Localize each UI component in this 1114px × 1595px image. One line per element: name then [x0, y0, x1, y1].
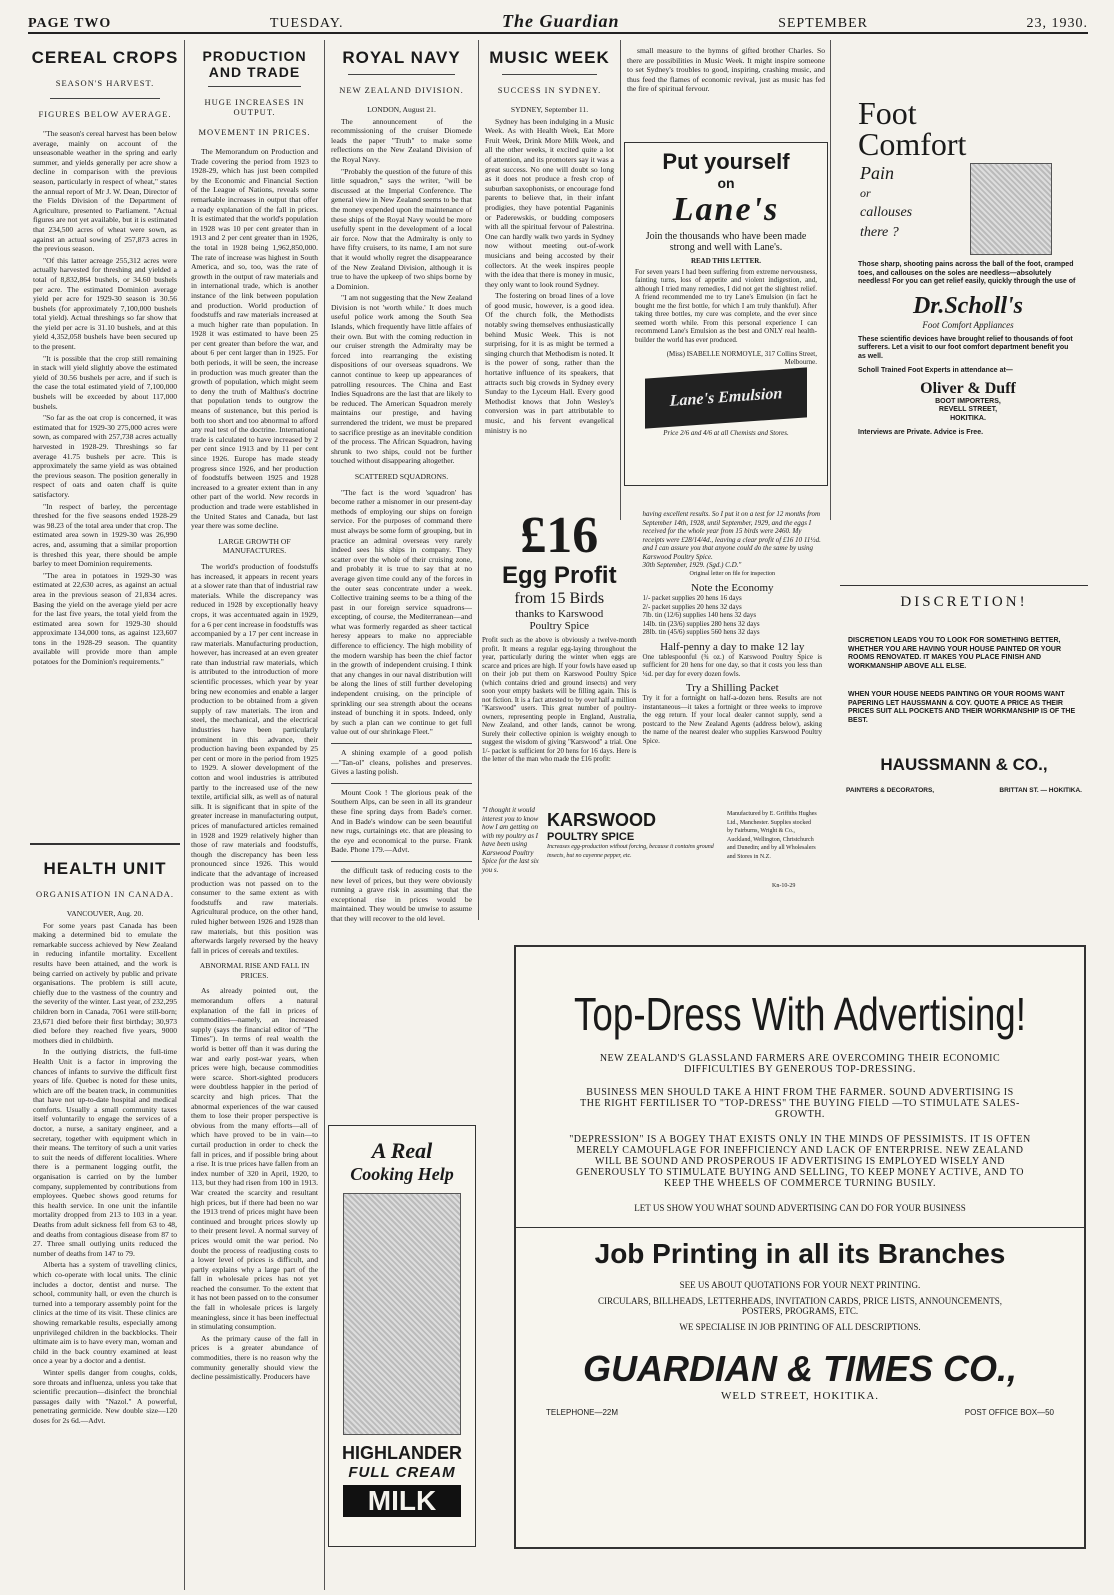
- kitchen-illustration: [343, 1193, 461, 1435]
- header-month: SEPTEMBER: [778, 16, 868, 31]
- lanes-headline: Put yourself: [662, 149, 790, 174]
- article-navy: LONDON, August 21. The announcement of the recommissioning of the cruiser Diomede leads the paper "Truth" to make some reflections on the New Zealand Division of the Royal Navy. "Probably the question of the future of this little squadron," says the writer, "will be discussed at the Imperial Conference. The general view in New Zealand seems to be that the money expended upon the maintenance of these ships of the Royal Navy would be more usefully spent in the development of a local air force. Now that the Admiralty is only to have fifty cruisers, to its name, I am not sure that it would wholly regret the disappearance of the New Zealand Division, although it is true to have the upkeep of two ships borne by a Dominion. "I am not suggesting that the New Zealand Division is not 'worth while.' It does much useful police work among the South Sea Islands, which frequently have little affairs of their own. But with the coming reduction in our cruiser strength the Admiralty may be forced into rearranging the existing dispositions of our overseas squadrons. We cannot continue to keep up appearances of patrolling resources. The China and East Indies Squadrons are the last that are likely to be reduced. The American Squadron merely maintains our prestige, and having surrendered the trident, we must be prepared to sacrifice prestige as an inevitable condition of the process. The African Squadron, having shrunk to two ships, could not be further touched without disappearing altogether. SCATTERED SQUADRONS. "The fact is the word 'squadron' has become rather a misnomer in our present-day methods of employing our ships on foreign service. For the purposes of command there must always be some form of grouping, but in practice an admiral overseas very rarely indeed sees his ships in company. They scatter over the whole of their cruising zone, and probably it is true to say that at no average given time could any of the forces in the outer seas concentrate under a week. Collective training seems to be a thing of the past in our foreign service squadrons—excepting, of course, the Mediterranean—and what was formerly regarded as sheer tactical heresy appears to make no appreciable difference to efficiency. The high mobility of the modern warship has been the chief factor in the growth of independent cruising. I think that any changes in our naval distribution will be along the lines of still further developing independent cruising, on the principle of sprinkling our sea strength about the oceans instead of bunching it in spots. Indeed, only by such a plan can we continue to get full value out of our shrinkage Fleet." A shining example of a good polish—"Tan-ol" cleans, polishes and preserves. Gives a lasting polish. Mount Cook ! The glorious peak of the Southern Alps, can be seen in all its grandeur these fine spring days from Bade's corner. And in Bade's window can be seen beautiful new rugs, curtainings etc. that are pleasing to the eye and economical to the purse. Frank Bade. Phone 179.—Advt. the difficult task of reducing costs to the new level of prices, but they were obviously running a grave risk in assuming that the exceptional rise in prices would be maintained. They would be unwise to assume that they will recover to the old level.: [331, 105, 472, 923]
- column-production: [188, 40, 321, 1590]
- foot-illustration: [970, 163, 1052, 255]
- subhead-music: SUCCESS IN SYDNEY.: [497, 85, 602, 95]
- header-date: 23, 1930.: [1026, 16, 1088, 31]
- lanes-brand: Lane's: [672, 191, 780, 228]
- headline-music: MUSIC WEEK: [489, 48, 610, 67]
- subhead-navy: NEW ZEALAND DIVISION.: [339, 85, 464, 95]
- headline-health: HEALTH UNIT: [43, 859, 167, 878]
- column-navy: [328, 40, 475, 923]
- column-music: [482, 40, 617, 510]
- subhead-cereal-2: FIGURES BELOW AVERAGE.: [38, 109, 172, 119]
- karswood-logo: KARSWOOD: [547, 810, 656, 830]
- header-day: TUESDAY.: [269, 16, 344, 31]
- subhead-production-2: MOVEMENT IN PRICES.: [198, 127, 311, 137]
- column-music-cont: small measure to the hymns of gifted brother Charles. So there are possibilities in Music Week. It might inspire someone to set Sydney's troubles to good, inspiring, crashing music, and thus feed the flames of economic revival, just as music has fed the fire of spiritual fervour.: [627, 46, 825, 94]
- ad-haussmann: DISCRETION! DISCRETION LEADS YOU TO LOOK FOR SOMETHING BETTER, WHETHER YOU ARE HAVING YOUR HOUSE PAINTED OR YOUR ROOMS RENOVATED. IT MAKES YOU PLACE FINISH AND WORKMANSHIP ABOVE ALL ELSE. WHEN YOUR HOUSE NEEDS PAINTING OR YOUR ROOMS WANT PAPERING LET HAUSSMANN & COY. QUOTE A PRICE AS THEIR PRICES SUIT ALL POCKETS AND THEIR WORKMANSHIP IS OF THE BEST. HAUSSMANN & CO., PAINTERS & DECORATORS, BRITTAN ST. — HOKITIKA.: [840, 585, 1088, 886]
- article-music: SYDNEY, September 11. Sydney has been indulging in a Music Week. As with Health Week, Eat More Fruit Week, Drink More Milk Week, and all the other weeks, it excited quite a lot of attention, and its promoters say it was a great success. No one will doubt so long as it does not produce a fresh crop of suburban saxophonists, or encourage fond parents to believe that, in their infant prodigies, they have potential Paganinis or Paderewskis, or budding composers with all the spiritual fervour of Palestrina. One can hardly walk two yards in Sydney now without meeting out-of-work musicians and being accosted by their collectors. At the week inspires people with the idea that there is money in music, they only want to look round Sydney. The fostering on broad lines of a love of good music, however, is a good idea. Of the church folk, the Methodists notably swing themselves enthusiastically behind Music Week. This is not surprising, for it is as might be termed a singing church that Methodism is noted. It is the power of song, rather than the hortative influence of its speakers, that attracts such big crowds in Sydney every Sunday to the Lyceum Hall. Every good Methodist knows that John Wesley's conversion was in part attributable to music, and his fervent evangelical ministry is no: [485, 105, 614, 435]
- page-header: [28, 10, 1088, 34]
- guardian-times-logo: GUARDIAN & TIMES CO.,: [582, 1348, 1017, 1389]
- article-production: The Memorandum on Production and Trade covering the period from 1923 to 1928-29, which has just been compiled by the Economic and Financial Section of the League of Nations, reveals some remarkable increases in output that offer a ready explanation of the fall in prices. It is estimated that the world's population in 1928 was 10 per cent greater than in 1913 and 2 per cent greater than in 1926, the total in 1928 being 1,962,850,000. The rate of increase was highest in South America, and so, too, was the rate of growth in the output of raw materials and in international trade, which is another instance of the link between population and production. World production of foodstuffs and raw materials increased at a much higher rate than population. In 1928 it was estimated to have been 25 per cent greater than before the war, and about 6 per cent larger than in 1925. For both periods, it will be seen, the increase in production was much greater than the growth of population, which might seem to deny the truth of Malthus's doctrine that population tends to outgrow the means of sustenance, but this period is both too short and too abnormal to afford any real test of the doctrine. International trade is calculated to have increased by 2 per cent since 1913 and by 11 per cent since 1926. Europe has made steady progress since 1926, and her production of foodstuffs between 1925 and 1928 increased to a greater extent than in any other part of the world. New records in production and trade were established in the United States and Canada, but last year there was some decline. LARGE GROWTH OF MANUFACTURES. The world's production of foodstuffs has increased, it appears in recent years at a slower rate than that of industrial raw materials. While the discrepancy was reduced in 1928 by exceptionally heavy crops, it was accentuated again in 1929, for a 6 per cent increase in foodstuffs was accompanied by a 17 per cent increase in raw materials. Manufacturing production, however, has increased at an even greater rate than industrial raw materials, which is attributed to the introduction of more scientific processes, which year by year bring new economies and enable a larger production to be obtained from a given supply of raw materials. The iron and steel, the mechanical, and the electrical industries have been particularly prominent in this advance, their production having been expanded by 25 per cent or more in the period from 1925 to 1929. A slower development of the cotton and wool industries is attributed partly to the increased use of the new textile, artificial silk, as well as of natural silk. It is significant that in spite of the greater increase in manufacturing output, prices of manufactured articles remained in 1928 and 1929 relatively higher than those of raw materials and foodstuffs, though the discrepancy has been less pronounced since 1926. This would indicate that the advantage of increased production was not passed on to the consumer to the same extent as with foodstuffs and raw materials. Agricultural produce, on the other hand, ruled higher between 1926 and 1928 than raw materials, but this position was afterwards largely reversed by the heavy fall in prices of cereals and textiles. ABNORMAL RISE AND FALL IN PRICES. As already pointed out, the memorandum offers a natural explanation of the fall in prices of commodities—namely, an increased supply (says the financial editor of "The Times"). In terms of real wealth the world is better off than it was during the war and early post-war years, when prices were high, because commodities were scarce. Short-sighted producers were doubtless happier in the period of scarcity and high prices. That the abnormal experiences of the war caused them to lose their proper perspective is obvious from the many efforts—all of which have proved to be in vain—to curtail production in order to check the fall in prices, and if possible bring about a rise. It is true prices have fallen from an index number of 320 in April, 1920, to 113, but they had risen from 100 in 1913. War created the scarcity and resultant high prices, but if there had been no war the 1913 trend of prices might have been continued and brought prices slowly up to their present level. A normal survey of prices would omit the war period. No doubt the process of readjusting costs to a lower level of prices is difficult, and partly explains why a large part of the fall in wholesale prices has not yet reached the consumer. To the extent that it has not been passed on to the consumer the fall in wholesale prices is largely meaningless, since it has been ineffectual in stimulating consumption. As the primary cause of the fall in prices is a greater abundance of commodities, there is no reason why the community generally should view the decline pessimistically. Producers have: [191, 147, 318, 1382]
- ad-lanes: Put yourself on Lane's Join the thousands who have been made strong and well with Lane's. READ THIS LETTER. For seven years I had been suffering from extreme nervousness, fainting turns, loss of appetite and violent indigestion, and, although I tried many remedies, I did not get the slightest relief. A friend recommended me to try Lane's Emulsion (in fact he bought me the first bottle, for which I am truly thankful). After taking three bottles, my cure was complete, and the ever since seemed worth while. From this personal experience I can recommend Lane's Emulsion as the best and ONLY real health-builder the world has ever produced. (Miss) ISABELLE NORMOYLE, 317 Collins Street, Melbourne. Lane's Emulsion Price 2/6 and 4/6 at all Chemists and Stores.: [624, 142, 828, 486]
- headline-cereal: CEREAL CROPS: [31, 48, 179, 67]
- subhead-production-1: HUGE INCREASES IN OUTPUT.: [204, 97, 305, 117]
- ad-highlander-milk: A Real Cooking Help HIGHLANDER FULL CREAM MILK: [328, 1125, 476, 1547]
- topdress-headline: Top-Dress With Advertising!: [574, 988, 1026, 1040]
- masthead: The Guardian: [502, 11, 620, 31]
- subhead-health: ORGANISATION IN CANADA.: [36, 889, 174, 899]
- headline-production: PRODUCTION AND TRADE: [202, 48, 307, 80]
- job-printing-headline: Job Printing in all its Branches: [594, 1238, 1006, 1269]
- column-cereal-health: [30, 40, 180, 1590]
- ad-karswood: £16 Egg Profit from 15 Birds thanks to Karswood Poultry Spice Profit such as the above is obviously a twelve-month profit. It means a regular egg-laying throughout the year, particularly during the winter when eggs are scarce and prices are high. If your fowls have eased up on their job put them on Karswood Poultry Spice (which contains dried and ground insects) and very soon your empty baskets will be filling again. This is not fiction. It is a fact attested to by over half a million "Karswood" users. This great number of poultry-owners, representing people in England, Australia, New Zealand, and other lands, cannot be wrong. Surely their collective opinion is weighty enough to suggest the wisdom of giving "Karswood" a trial. One 1/- packet is sufficient for 20 hens for 16 days. Here is the letter of the man who made the £16 profit: "I thought it would interest you to know how I am getting on with my poultry as I have been using Karswood Poultry Spice for the last six you s. having excellent results. So I put it on a test for 12 months from September 14th, 1928, until September, 1929, and the eggs I received for the whole year from 15 birds were 2460. My receipts were £28/14/4d., leaving a clear profit of £16 10 11½d. and I can assure you that anyone could do the same by using Karswood Poultry Spice. 30th September, 1929. (Sgd.) C.D." Original letter on file for inspection Note the Economy 1/- packet supplies 20 hens 16 days 2/- packet supplies 20 hens 32 days 7lb. tin (12/6) supplies 140 hens 32 days 14lb. tin (23/6) supplies 280 hens 32 days 28lb. tin (45/6) supplies 560 hens 32 days Half-penny a day to make 12 lay One tablespoonful (¾ oz.) of Karswood Poultry Spice is sufficient for 20 hens for one day, so that it costs you less than ¼d. per day for every dozen fowls. Try a Shilling Packet Try it for a fortnight on half-a-dozen hens. Results are not instantaneous—it takes a fortnight or three weeks to improve the egg return. If your local dealer cannot supply, send a postcard to the New Zealand Agents (address below), asking the name of the nearest dealer who supplies Karswood Poultry Spice. KARSWOOD POULTRY SPICE Increases egg-production without forcing, because it contains ground insects, but no cayenne pepper, etc. Manufactured by E. Griffiths Hughes Ltd., Manchester. Supplies stocked by Fairburns, Wright & Co., Auckland, Wellington, Christchurch and Dunedin; and by all Wholesalers and Stores in N.Z. Kn-10-29: [482, 507, 822, 889]
- headline-navy: ROYAL NAVY: [342, 48, 461, 67]
- article-cereal: "The season's cereal harvest has been below average, mainly on account of the unseasonable weather in the spring and early summer, and yields generally per acre show a decline in comparison with the previous season, particularly in respect of wheat," states the annual report of Mr J. W. Dean, Director of the Fields Division of the Department of Agriculture, presented to Parliament. "Actual figures are not yet available, but it is estimated that 234,500 acres of wheat were sown, as against an actual sowing of 257,873 acres in the previous season. "Of this latter acreage 255,312 acres were actually harvested for threshing and yielded a total of 8,832,864 bushels, or 34.60 bushels per acre. The estimated Dominion average yield per acre for 1929-30 season is 30.56 bushels (for approximately 7,100,000 bushels total yield). Actual threshings so far show that the yield per acre is 31.10 bushels, and at this yield 4,352,058 bushels have been secured up to the present. "It is possible that the crop still remaining in stack will yield slightly above the estimated yield of 30.56 bushels per acre, and if such is the case the total estimated yield of 7,100,000 bushels will be exceeded by about 117,000 bushels. "So far as the oat crop is concerned, it was estimated that for 1929-30 275,000 acres were sown, as compared with 257,738 acres actually harvested in 1928-29. Threshings so far average 41.75 bushels per acre. This is approximately the same yield as was obtained the previous season. The position generally in respect of oats and oaten chaff is quite satisfactory. "In respect of barley, the percentage threshed for the five seasons ended 1928-29 was 98.23 of the total area under that crop. The estimated area sown in 1929-30 was 26,990 acres, and, assuming that a similar proportion is threshed this year, there should be ample barley to meet Dominion requirements. "The area in potatoes in 1929-30 was estimated at 22,630 acres, as against an actual area in the previous season of 21,834 acres. Basing the yield on the average yield per acre for the last five years, the total yield from the estimated area sown for 1929-30 should approximate 134,000 tons, as against 123,607 tons in the 1928-29 season. The quantity available will provide more than ample potatoes for the Dominion's requirements.": [33, 129, 177, 667]
- ad-guardian-times: Top-Dress With Advertising! NEW ZEALAND'S GLASSLAND FARMERS ARE OVERCOMING THEIR ECONOMIC DIFFICULTIES BY GENEROUS TOP-DRESSING. BUSINESS MEN SHOULD TAKE A HINT FROM THE FARMER. SOUND ADVERTISING IS THE RIGHT FERTILISER TO "TOP-DRESS" THE BUYING FIELD —TO STIMULATE SALES-GROWTH. "DEPRESSION" IS A BOGEY THAT EXISTS ONLY IN THE MINDS OF PESSIMISTS. IT IS OFTEN MERELY CAMOUFLAGE FOR INEFFICIENCY AND LACK OF ENTERPRISE. NEW ZEALAND WILL BE SOUND AND PROSPEROUS IF ADVERTISING IS EMPLOYED WISELY AND GENEROUSLY TO STIMULATE BUYING AND SELLING, TO KEEP MONEY ACTIVE, AND TO KEEP THE WHEELS OF COMMERCE TURNING BUSILY. LET US SHOW YOU WHAT SOUND ADVERTISING CAN DO FOR YOUR BUSINESS Job Printing in all its Branches SEE US ABOUT QUOTATIONS FOR YOUR NEXT PRINTING. CIRCULARS, BILLHEADS, LETTERHEADS, INVITATION CARDS, PRICE LISTS, ANNOUNCEMENTS, POSTERS, PROGRAMS, ETC. WE SPECIALISE IN JOB PRINTING OF ALL DESCRIPTIONS. GUARDIAN & TIMES CO., WELD STREET, HOKITIKA. TELEPHONE—22M POST OFFICE BOX—50: [514, 945, 1086, 1549]
- page-number: PAGE TWO: [28, 16, 112, 31]
- scholl-logo: Dr.Scholl's: [912, 292, 1024, 319]
- subhead-cereal-1: SEASON'S HARVEST.: [55, 78, 155, 88]
- article-health: VANCOUVER, Aug. 20. For some years past Canada has been making a determined bid to emulate the remarkable success achieved by New Zealand in reducing infantile mortality. Excellent results have been attained, and the work is being carried on actively by public and private organisations. The problem is still acute, chiefly due to the vastness of the country and the severity of the winter. Last year, of 232,295 children born in Canada, 7061 were still-born; 23,671 died before their first birthday; 30,973 died before they reached five years, 9000 mothers died in childbirth. In the outlying districts, the full-time Health Unit is a factor in improving the chances of infants to survive the difficult first years of life. Quebec is noted for these units, which are off the beaten track, in communities that have not up-to-date hospital and medical comforts. Usually a small community taxes itself voluntarily to engage the services of a doctor, a nurse, a sanitary engineer, and a secretary, together with equipment which in their means. The territory of such a unit varies to suit the needs of different localities. Where there is a permanent logging outfit, the organisation is carried on by the lumber company, supplemented by contributions from employees. Quebec shows good returns for this health service. In one unit the infantile mortality dropped from 213 to 103 in a year. Deaths from adult sickness fell from 63 to 48, and deaths from contagious disease from 87 to 27. Three small outlying units reduced the number of deaths from 147 to 79. Alberta has a system of travelling clinics, which co-operate with local units. The clinic includes a doctor, dentist and nurse. The school, community hall, or even the church is turned into a temporary assembly point for the clinics at the time of its visit. These clinics are showing remarkable results, especially among unprivileged children in the backblocks. Their ultimate aim is to have every man, woman and child in the back country examined at least once a year by a doctor and a dentist. Winter spells danger from coughs, colds, sore throats and influenza, unless you take that scientific precaution—disinfect the bronchial passages daily with "Nazol." A powerful, penetrating germicide. New double size—120 doses for 2s 6d.—Advt.: [33, 909, 177, 1425]
- ad-foot-comfort: Foot Comfort Pain or callouses there ? Those sharp, shooting pains across the ball of the foot, cramped toes, and callouses on the soles are needless—absolutely needless! For you can get relief easily, quickly through the use of Dr.Scholl's Foot Comfort Appliances These scientific devices have brought relief to thousands of foot sufferers. Let a visit to our foot comfort department benefit you as well. Scholl Trained Foot Experts in attendance at— Oliver & Duff BOOT IMPORTERS, REVELL STREET, HOKITIKA. Interviews are Private. Advice is Free.: [848, 95, 1088, 495]
- lanes-bottle: Lane's Emulsion: [645, 367, 807, 428]
